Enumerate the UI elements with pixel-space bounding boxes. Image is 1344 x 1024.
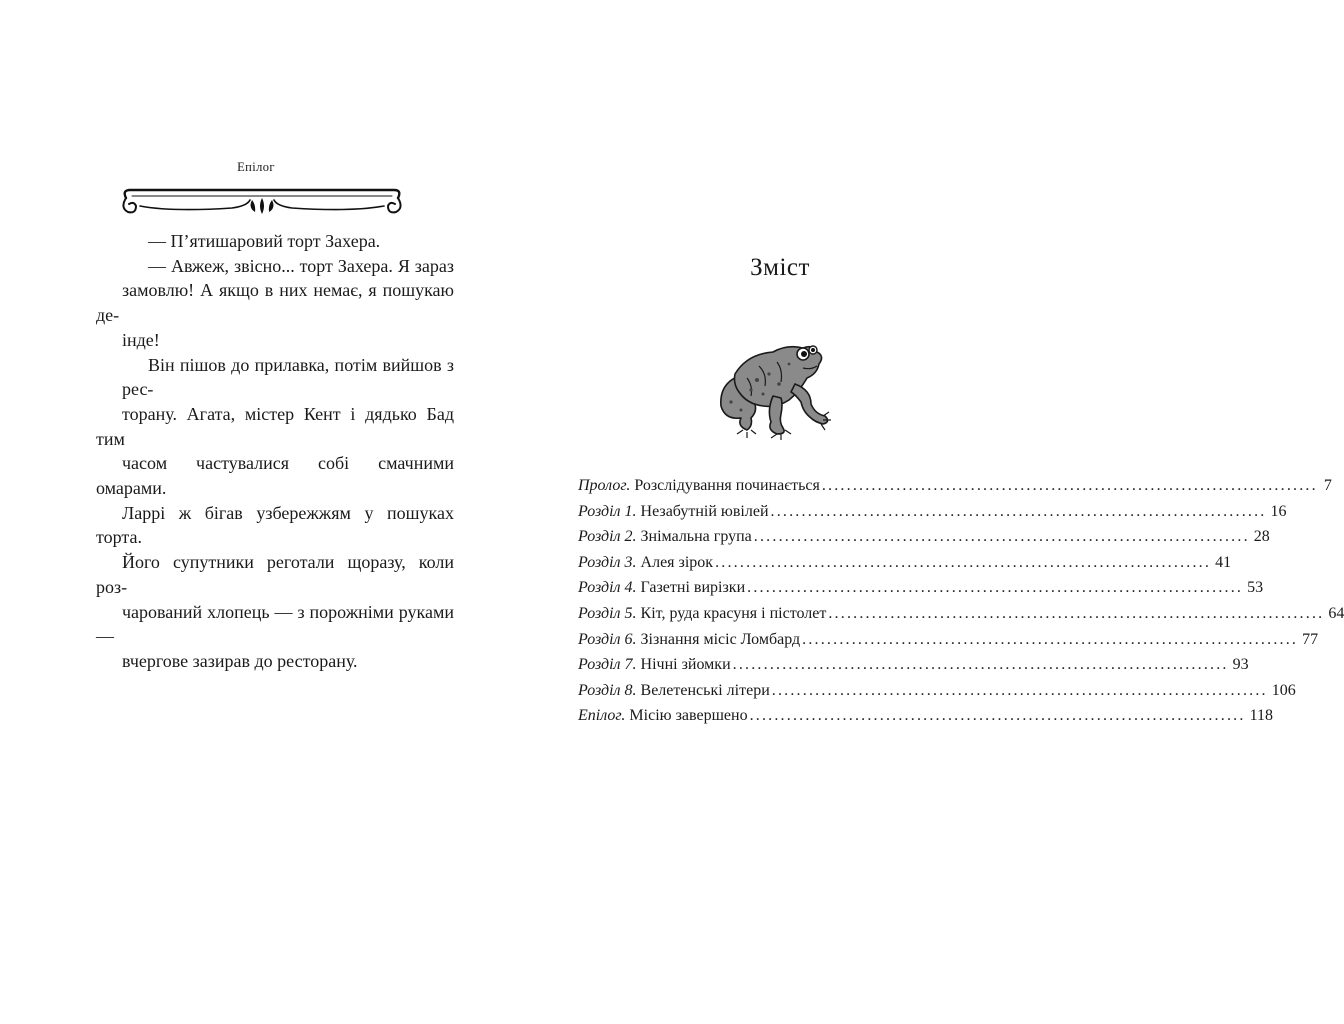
toc-entry-page: 7 <box>1323 477 1332 494</box>
toc-entry-label: Розділ 3. <box>578 553 637 571</box>
body-line: — Авжеж, звісно... торт Захера. Я зараз <box>148 255 454 276</box>
body-line: Його супутники реготали щоразу, коли роз- <box>96 552 454 597</box>
toc-entry-label: Епілог. <box>578 707 626 725</box>
body-paragraph <box>122 229 454 254</box>
toc-entry-label: Розділ 5. <box>578 604 637 622</box>
toc-leader-dots: ................................................................................ <box>749 707 1246 725</box>
toc-entry-title: Розслідування починається <box>634 477 820 494</box>
toc-entry-page: 64 <box>1328 604 1344 622</box>
running-head: Епілог <box>237 160 275 174</box>
toc-entry-page: 41 <box>1215 553 1232 571</box>
toc-entry <box>578 502 1287 529</box>
body-line: вчергове зазирав до ресторану. <box>122 650 358 671</box>
toc-entry-title: Газетні вирізки <box>640 579 746 597</box>
frog-illustration-icon <box>707 334 847 444</box>
toc-entry <box>578 579 1264 605</box>
toc-entry-page: 106 <box>1271 681 1296 699</box>
body-line: торану. Агата, містер Кент і дядько Бад тим <box>96 403 454 449</box>
body-line: інде! <box>122 329 160 350</box>
toc-leader-dots: ................................................................................ <box>821 477 1318 494</box>
toc-entry <box>578 553 1232 580</box>
body-line: — П’ятишаровий торт Захера. <box>148 231 381 251</box>
toc-entry-page: 77 <box>1302 630 1319 648</box>
body-line: Він пішов до прилавка, потім вийшов з рес- <box>122 354 454 400</box>
left-page <box>0 0 512 1024</box>
toc-leader-dots: ................................................................................ <box>770 502 1267 520</box>
toc-entry-title: Нічні зйомки <box>640 656 731 674</box>
toc-leader-dots: ................................................................................ <box>715 553 1212 571</box>
toc-entry-title: Знімальна група <box>640 528 752 546</box>
toc-entry-label: Розділ 4. <box>578 579 637 597</box>
body-line: чарований хлопець — з порожніми руками — <box>96 601 454 647</box>
toc-leader-dots: ................................................................................ <box>802 630 1299 648</box>
right-page <box>512 0 1344 1024</box>
toc-entry-label: Розділ 6. <box>578 630 637 648</box>
toc-entry <box>578 707 1273 733</box>
toc-entry-label: Розділ 1. <box>578 502 637 520</box>
toc-entry-page: 16 <box>1270 502 1287 520</box>
toc-title: Зміст <box>750 254 810 281</box>
body-line: замовлю! А якщо в них немає, я пошукаю де- <box>96 280 454 326</box>
toc-leader-dots: ................................................................................ <box>732 656 1229 674</box>
toc-entry <box>578 477 1332 503</box>
toc-list <box>578 477 1344 733</box>
toc-leader-dots: ................................................................................ <box>747 579 1244 597</box>
body-paragraph <box>96 254 454 353</box>
toc-entry <box>578 630 1319 657</box>
toc-entry-page: 93 <box>1232 656 1249 674</box>
toc-leader-dots: ................................................................................ <box>753 528 1250 546</box>
toc-entry <box>578 604 1344 631</box>
toc-entry-title: Алея зірок <box>640 553 714 571</box>
toc-entry-title: Зізнання місіс Ломбард <box>640 630 801 648</box>
toc-entry-page: 118 <box>1249 707 1273 725</box>
body-line: Ларрі ж бігав узбережжям у пошуках торта. <box>96 502 454 548</box>
toc-entry <box>578 681 1296 708</box>
toc-entry-label: Пролог. <box>578 477 631 494</box>
toc-entry <box>578 528 1270 554</box>
toc-entry-title: Кіт, руда красуня і пістолет <box>640 604 827 622</box>
body-text <box>96 229 454 674</box>
toc-entry-title: Незабутній ювілей <box>640 502 769 520</box>
toc-entry-label: Розділ 2. <box>578 528 637 546</box>
toc-entry-title: Місію завершено <box>629 707 748 725</box>
toc-entry-page: 28 <box>1253 528 1270 546</box>
body-line: часом частувалися собі смачними омарами. <box>96 453 454 499</box>
toc-leader-dots: ................................................................................ <box>771 681 1268 699</box>
toc-entry-label: Розділ 8. <box>578 681 637 699</box>
toc-entry <box>578 656 1249 682</box>
toc-leader-dots: ................................................................................ <box>828 604 1325 622</box>
toc-entry-label: Розділ 7. <box>578 656 637 674</box>
toc-entry-page: 53 <box>1247 579 1264 597</box>
toc-entry-title: Велетенські літери <box>640 681 770 699</box>
ornament-divider-icon <box>112 184 412 220</box>
body-paragraph <box>96 353 454 674</box>
